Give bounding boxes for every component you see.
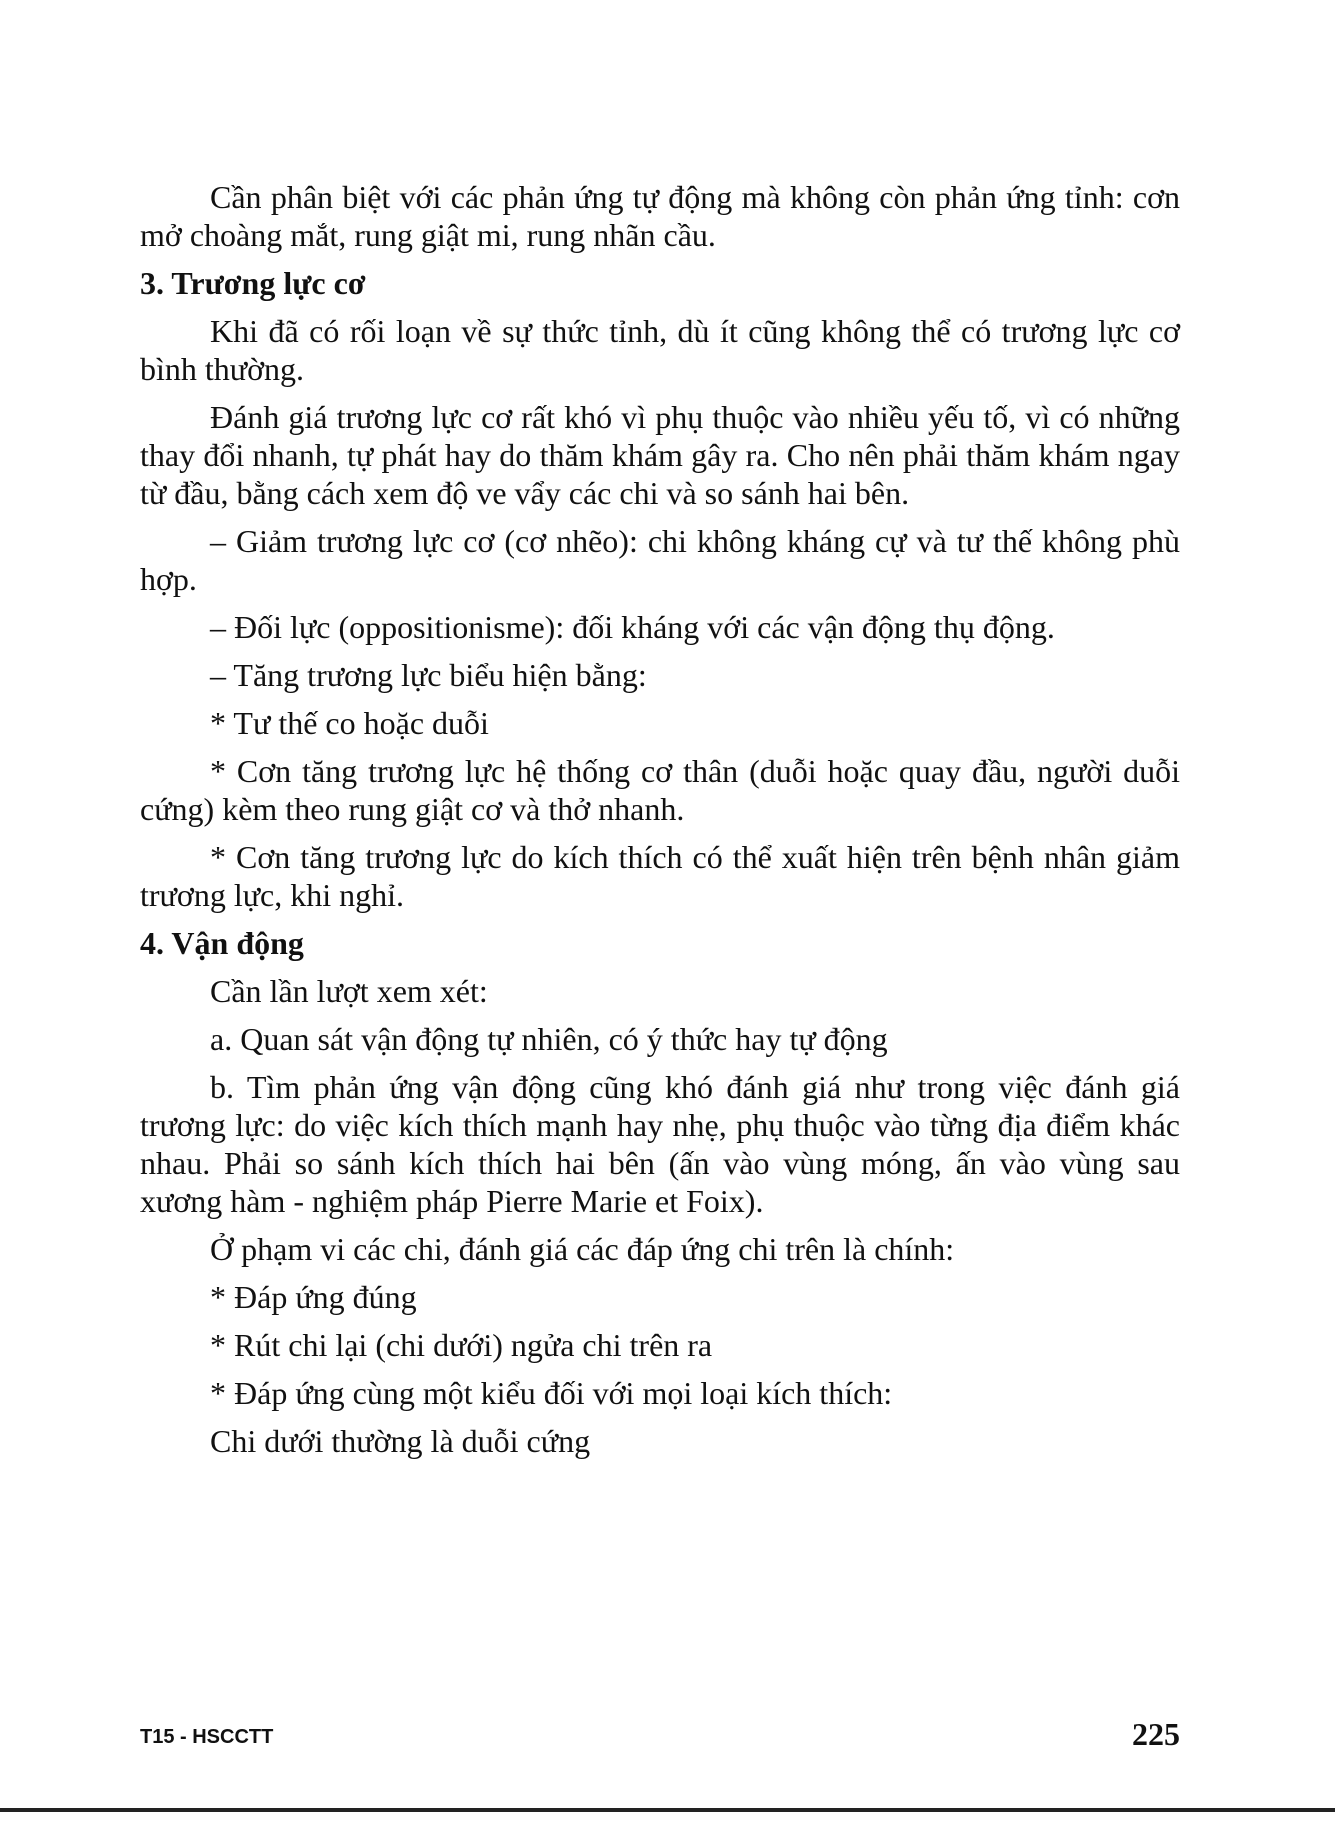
list-item-examine: Cần lần lượt xem xét: [210,973,488,1009]
footer-code: T15 - HSCCTT [140,1726,274,1748]
section-3-heading: 3. Trương lực cơ [140,265,366,301]
bottom-rule [0,1808,1335,1812]
list-item-hypertonia: – Tăng trương lực biểu hiện bằng: [210,657,647,693]
list-item-withdrawal: * Rút chi lại (chi dưới) ngửa chi trên ra [210,1327,713,1363]
section-3-paragraph-2: Đánh giá trương lực cơ rất khó vì phụ thuộc vào nhiều yếu tố, vì có những thay đổi nhanh, tự phát hay do thăm khám gây ra. Cho nên phải thăm khám ngay từ đầu, bằng cách xem độ ve vẩy các chi và so sánh hai bên. [140,399,1180,511]
list-item-hypotonia: – Giảm trương lực cơ (cơ nhẽo): chi không kháng cự và tư thế không phù hợp. [140,523,1180,597]
list-item-observe: a. Quan sát vận động tự nhiên, có ý thức hay tự động [210,1021,888,1057]
list-item-same-response: * Đáp ứng cùng một kiểu đối với mọi loại kích thích: [210,1375,893,1411]
list-item-trunk-hypertonia: * Cơn tăng trương lực hệ thống cơ thân (duỗi hoặc quay đầu, người duỗi cứng) kèm theo rung giật cơ và thở nhanh. [140,753,1180,827]
list-item-stimulus-hypertonia: * Cơn tăng trương lực do kích thích có thể xuất hiện trên bệnh nhân giảm trương lực, khi nghỉ. [140,839,1180,913]
section-3-paragraph-1: Khi đã có rối loạn về sự thức tỉnh, dù ít cũng không thể có trương lực cơ bình thường. [140,313,1180,387]
list-item-lower-limb: Chi dưới thường là duỗi cứng [210,1423,591,1459]
list-item-oppositionisme: – Đối lực (oppositionisme): đối kháng với các vận động thụ động. [210,609,1055,645]
intro-paragraph: Cần phân biệt với các phản ứng tự động mà không còn phản ứng tỉnh: cơn mở choàng mắt, rung giật mi, rung nhãn cầu. [140,179,1180,253]
list-item-limbs: Ở phạm vi các chi, đánh giá các đáp ứng chi trên là chính: [210,1231,955,1267]
page-content [140,178,1180,1470]
list-item-motor-response: b. Tìm phản ứng vận động cũng khó đánh giá như trong việc đánh giá trương lực: do việc kích thích mạnh hay nhẹ, phụ thuộc vào từng địa điểm khác nhau. Phải so sánh kích thích hai bên (ấn vào vùng móng, ấn vào vùng sau xương hàm - nghiệm pháp Pierre Marie et Foix). [140,1069,1180,1219]
list-item-correct-response: * Đáp ứng đúng [210,1279,417,1315]
list-item-posture: * Tư thế co hoặc duỗi [210,705,489,741]
page-number: 225 [1132,1716,1180,1752]
section-4-heading: 4. Vận động [140,925,304,961]
